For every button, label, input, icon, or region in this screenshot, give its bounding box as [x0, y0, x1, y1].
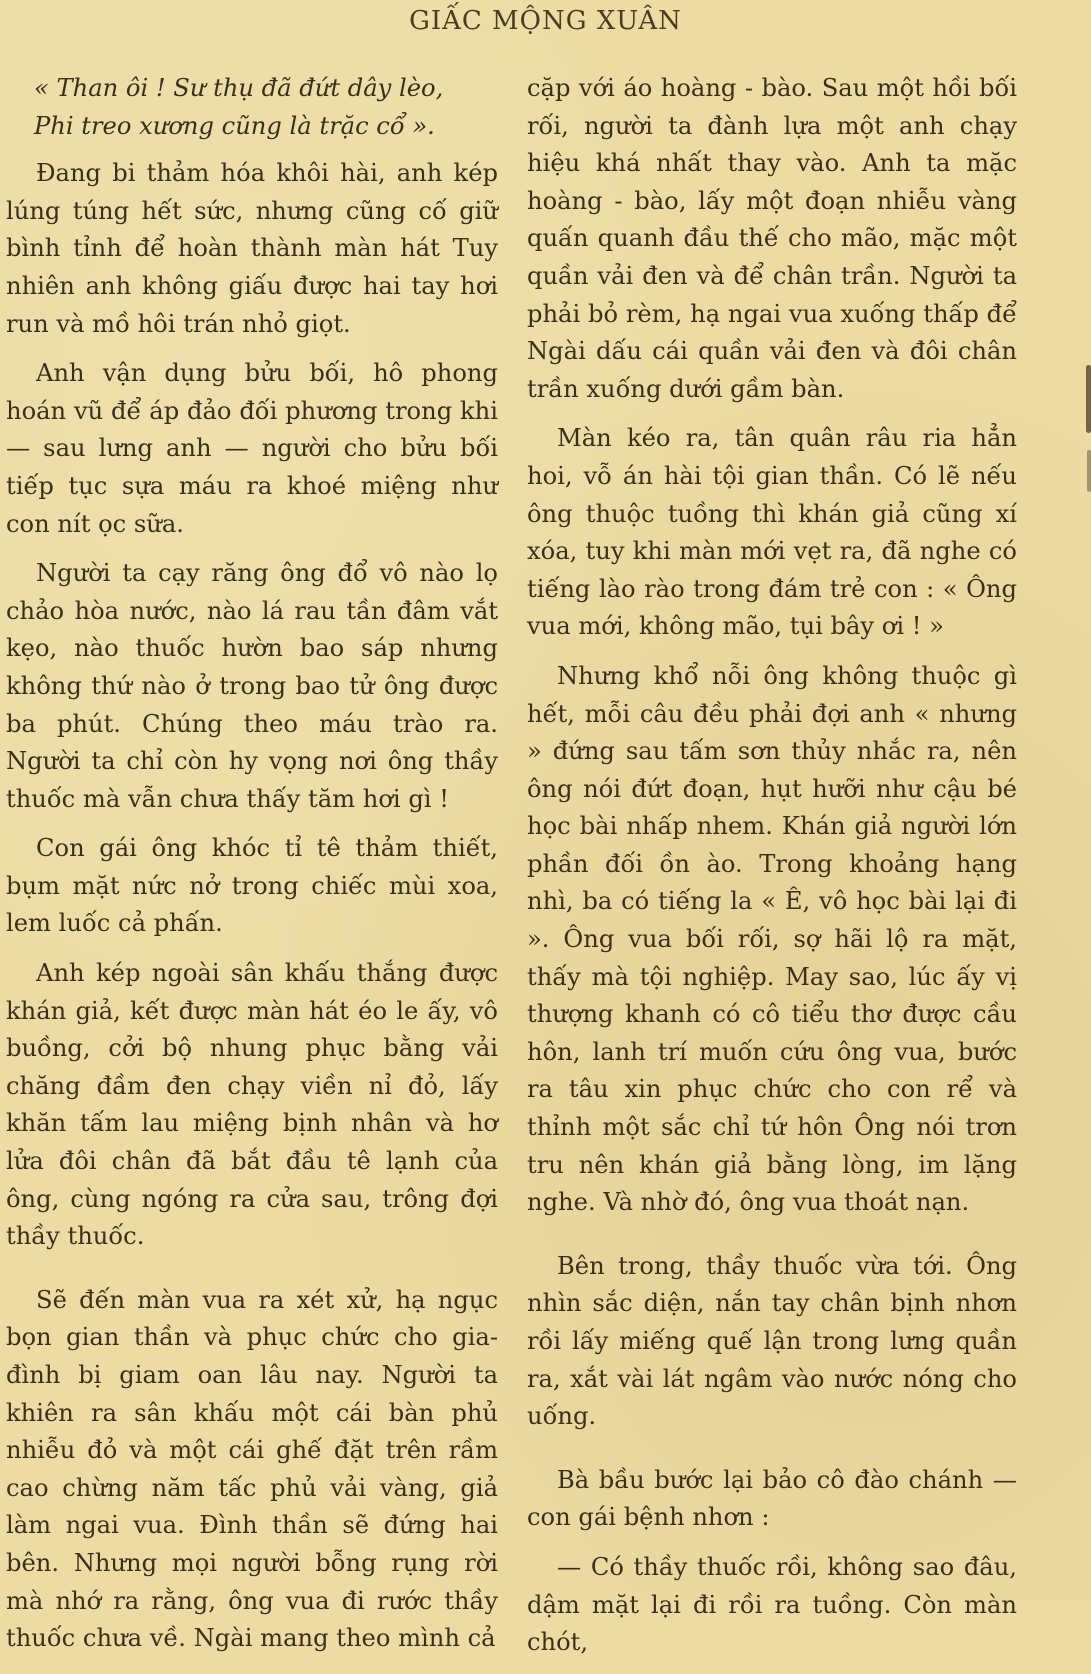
paragraph: Sẽ đến màn vua ra xét xử, hạ ngục bọn gian thần và phục chức cho gia-đình bị giam oan lâu nay. Người ta khiên ra sân khấu một cái bàn phủ nhiễu đỏ và một cái ghế đặt trên rầm cao chừng năm tấc phủ vải vàng, giả làm ngai vua. Đình thần sẽ đứng hai bên. Nhưng mọi người bỗng rụng rời mà nhớ ra rằng, ông vua đi rước thầy thuốc chưa về. Ngài mang theo mình cả — [6, 1285, 498, 1653]
paragraph: Bên trong, thầy thuốc vừa tới. Ông nhìn sắc diện, nắn tay chân bịnh nhơn rồi lấy miếng quế lận trong lưng quần ra, xắt vài lát ngâm vào nước nóng cho uống. — [527, 1251, 1017, 1431]
right-column — [527, 70, 1017, 1674]
paragraph: Người ta cạy răng ông đổ vô nào lọ chảo hòa nước, nào lá rau tần đâm vắt kẹo, nào thuốc hườn bao sáp nhưng không thứ nào ở trong bao tử ông được ba phút. Chúng theo máu trào ra. Người ta chỉ còn hy vọng nơi ông thầy thuốc mà vẫn chưa thấy tăm hơi gì ! — [6, 559, 498, 813]
section-spacer — [527, 1448, 1017, 1462]
paragraph: Màn kéo ra, tân quân râu ria hẳn hoi, vỗ án hài tội gian thần. Có lẽ nếu ông thuộc tuồng thì khán giả cũng xí xóa, tuy khi màn mới vẹt ra, đã nghe có tiếng lào rào trong đám trẻ con : « Ông vua mới, không mão, tụi bây ơi ! » — [527, 424, 1017, 641]
paragraph: Con gái ông khóc tỉ tê thảm thiết, bụm mặt nức nở trong chiếc mùi xoa, lem luốc cả phấn. — [6, 834, 498, 938]
paragraph: — Có thầy thuốc rồi, không sao đâu, dậm mặt lại đi rồi ra tuồng. Còn màn chót, — [527, 1552, 1017, 1657]
verse-line-1: « Than ôi ! Sư thụ đã đứt dây lèo, — [34, 74, 444, 102]
paragraph-continuation: cặp với áo hoàng - bào. Sau một hồi bối rối, người ta đành lựa một anh chạy hiệu khá nhất thay vào. Anh ta mặc hoàng - bào, lấy một đoạn nhiễu vàng quấn quanh đầu thế cho mão, mặc một quần vải đen và để chân trần. Người ta phải bỏ rèm, hạ ngai vua xuống thấp để Ngài dấu cái quần vải đen và đôi chân trần xuống dưới gầm bàn. — [527, 74, 1017, 403]
paragraph: Đang bi thảm hóa khôi hài, anh kép lúng túng hết sức, nhưng cũng cố giữ bình tỉnh để hoàn thành màn hát Tuy nhiên anh không giấu được hai tay hơi run và mồ hôi trán nhỏ giọt. — [6, 159, 498, 338]
paragraph: Bà bầu bước lại bảo cô đào chánh — con gái bệnh nhơn : — [527, 1465, 1017, 1532]
paragraph: Anh kép ngoài sân khấu thắng được khán giả, kết được màn hát éo le ấy, vô buồng, cởi bộ nhung phục bằng vải chăng đầm đen chạy viền nỉ đỏ, lấy khăn tấm lau miệng bịnh nhân và hơ lửa đôi chân đã bắt đầu tê lạnh của ông, cùng ngóng ra cửa sau, trông đợi thầy thuốc. — [6, 959, 498, 1251]
verse-quote — [6, 70, 498, 145]
left-column — [6, 70, 498, 1670]
section-spacer — [527, 1234, 1017, 1248]
page-edge-stain — [1086, 365, 1091, 433]
paragraph: Anh vận dụng bửu bối, hô phong hoán vũ để áp đảo đối phương trong khi — sau lưng anh — người cho bửu bối tiếp tục sựa máu ra khoé miệng như con nít ọc sữa. — [6, 359, 498, 538]
page-edge-stain — [1087, 450, 1091, 492]
paragraph: Nhưng khổ nỗi ông không thuộc gì hết, mỗi câu đều phải đợi anh « nhưng » đứng sau tấm sơn thủy nhắc ra, nên ông nói đứt đoạn, hụt hưỡi như cậu bé học bài nhấp nhem. Khán giả người lớn phần đối ồn ào. Trong khoảng hạng nhì, ba có tiếng la « Ê, vô học bài lại đi ». Ông vua bối rối, sợ hãi lộ ra mặt, thấy mà tội nghiệp. May sao, lúc ấy vị thượng khanh có cô tiểu thơ được cầu hôn, lanh trí muốn cứu ông vua, bước ra tâu xin phục chức cho con rể và thỉnh một sắc chỉ tứ hôn Ông nói trơn tru nên khán giả bằng lòng, im lặng nghe. Và nhờ đó, ông vua thoát nạn. — [527, 661, 1017, 1217]
running-head: GIẤC MỘNG XUÂN — [409, 6, 682, 36]
verse-line-2: Phi treo xương cũng là trặc cổ ». — [34, 111, 435, 140]
section-spacer — [6, 1268, 498, 1282]
